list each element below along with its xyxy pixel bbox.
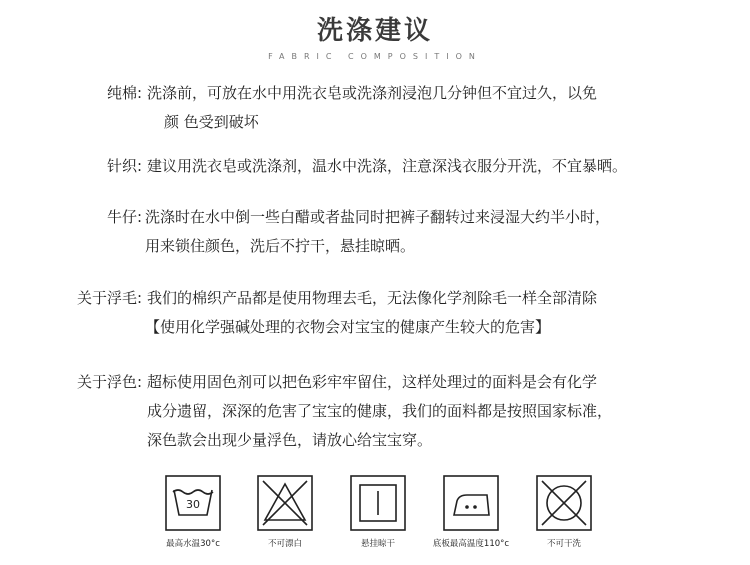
- page-subtitle: FABRIC COMPOSITION: [268, 52, 482, 61]
- section-label: 牛仔:: [106, 208, 142, 226]
- no-tumble-dry-icon: [536, 475, 592, 531]
- section-line: 超标使用固色剂可以把色彩牢牢留住，这样处理过的面料是会有化学: [147, 373, 598, 391]
- section-line: 洗涤时在水中倒一些白醋或者盐同时把裤子翻转过来浸湿大约半小时，: [145, 208, 611, 226]
- section-line: 洗涤前，可放在水中用洗衣皂或洗涤剂浸泡几分钟但不宜过久，以免: [147, 84, 598, 102]
- section-line: 【使用化学强碱处理的衣物会对宝宝的健康产生较大的危害】: [145, 318, 551, 336]
- care-icons-row: [0, 475, 750, 555]
- section-label: 关于浮毛:: [76, 289, 142, 307]
- no-bleach-icon: [257, 475, 313, 531]
- care-caption: 不可干洗: [546, 539, 581, 549]
- section-line: 用来锁住颜色，洗后不拧干，悬挂晾晒。: [145, 237, 416, 255]
- section-label: 针织:: [106, 157, 142, 175]
- care-item-no-bleach: [235, 475, 335, 549]
- wash-temp-label: 30: [186, 498, 200, 511]
- care-item-no-tumble-dry: [514, 475, 614, 549]
- wash-30-icon: [165, 475, 221, 531]
- care-item-wash: [143, 475, 243, 549]
- section-line: 深色款会出现少量浮色，请放心给宝宝穿。: [147, 431, 433, 449]
- hang-dry-icon: [350, 475, 406, 531]
- section-line: 我们的棉织产品都是使用物理去毛，无法像化学剂除毛一样全部清除: [147, 289, 598, 307]
- iron-medium-icon: [443, 475, 499, 531]
- section-label: 关于浮色:: [76, 373, 142, 391]
- section-line: 建议用洗衣皂或洗涤剂，温水中洗涤，注意深浅衣服分开洗，不宜暴晒。: [147, 157, 628, 175]
- care-caption: 最高水温30°c: [166, 539, 220, 549]
- section-line: 成分遗留，深深的危害了宝宝的健康，我们的面料都是按照国家标准，: [147, 402, 613, 420]
- care-item-iron: [421, 475, 521, 549]
- page-title: 洗涤建议: [316, 16, 433, 46]
- section-label: 纯棉:: [106, 84, 142, 102]
- care-caption: 底板最高温度110°c: [432, 539, 510, 549]
- care-caption: 不可漂白: [267, 539, 302, 549]
- care-item-hang-dry: [328, 475, 428, 549]
- care-caption: 悬挂晾干: [360, 539, 395, 549]
- section-line: 颜 色受到破坏: [164, 113, 259, 131]
